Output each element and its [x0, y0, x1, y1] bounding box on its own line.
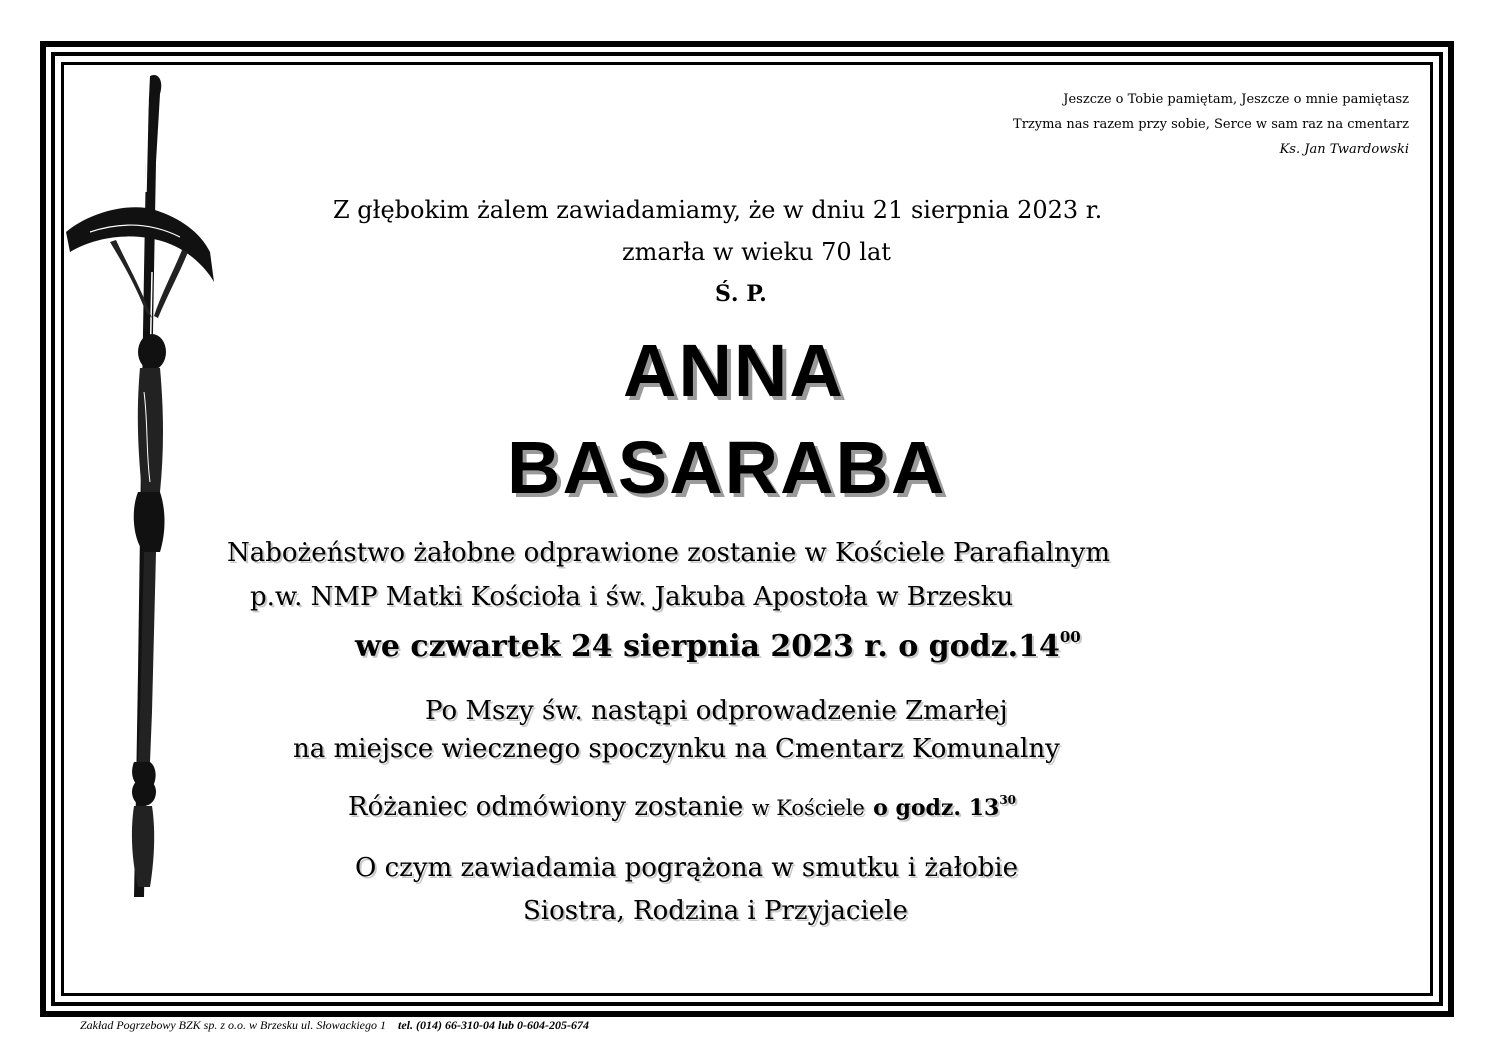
last-name: BASARABA [507, 426, 947, 509]
crucifix-icon [60, 72, 220, 902]
rosary-text: Różaniec odmówiony zostanie [348, 792, 744, 822]
service-line-2: p.w. NMP Matki Kościoła i św. Jakuba Apostoła w Brzesku [250, 582, 1014, 612]
first-name: ANNA [623, 329, 845, 412]
rosary-line [348, 792, 1016, 822]
motto-line-2: Trzyma nas razem przy sobie, Serce w sam raz na cmentarz [1013, 117, 1409, 132]
mourners-line-1: O czym zawiadamia pogrążona w smutku i żałobie [355, 853, 1019, 883]
service-date-minutes: 00 [1059, 628, 1081, 646]
rosary-place: w Kościele [751, 796, 865, 820]
rosary-minutes: 30 [999, 793, 1017, 807]
burial-line-1: Po Mszy św. nastąpi odprowadzenie Zmarłej [425, 696, 1008, 726]
service-line-1: Nabożeństwo żałobne odprawione zostanie w Kościele Parafialnym [227, 538, 1110, 568]
prefix-sp: Ś. P. [715, 281, 767, 307]
footer [80, 1018, 589, 1033]
footer-company: Zakład Pogrzebowy BZK sp. z o.o. w Brzesku ul. Słowackiego 1 [80, 1018, 386, 1032]
rosary-time: o godz. 13 [873, 795, 1000, 821]
announcement-line-2: zmarła w wieku 70 lat [622, 238, 891, 266]
mourners-line-2: Siostra, Rodzina i Przyjaciele [523, 896, 908, 926]
motto-line-1: Jeszcze o Tobie pamiętam, Jeszcze o mnie pamiętasz [1063, 92, 1409, 107]
service-date-text: we czwartek 24 sierpnia 2023 r. o godz.14 [355, 629, 1060, 664]
motto-author: Ks. Jan Twardowski [1279, 142, 1409, 157]
burial-line-2: na miejsce wiecznego spoczynku na Cmentarz Komunalny [293, 734, 1060, 764]
footer-phone: tel. (014) 66-310-04 lub 0-604-205-674 [398, 1018, 589, 1032]
service-date [355, 628, 1081, 664]
announcement-line-1: Z głębokim żalem zawiadamiamy, że w dniu 21 sierpnia 2023 r. [333, 196, 1103, 224]
